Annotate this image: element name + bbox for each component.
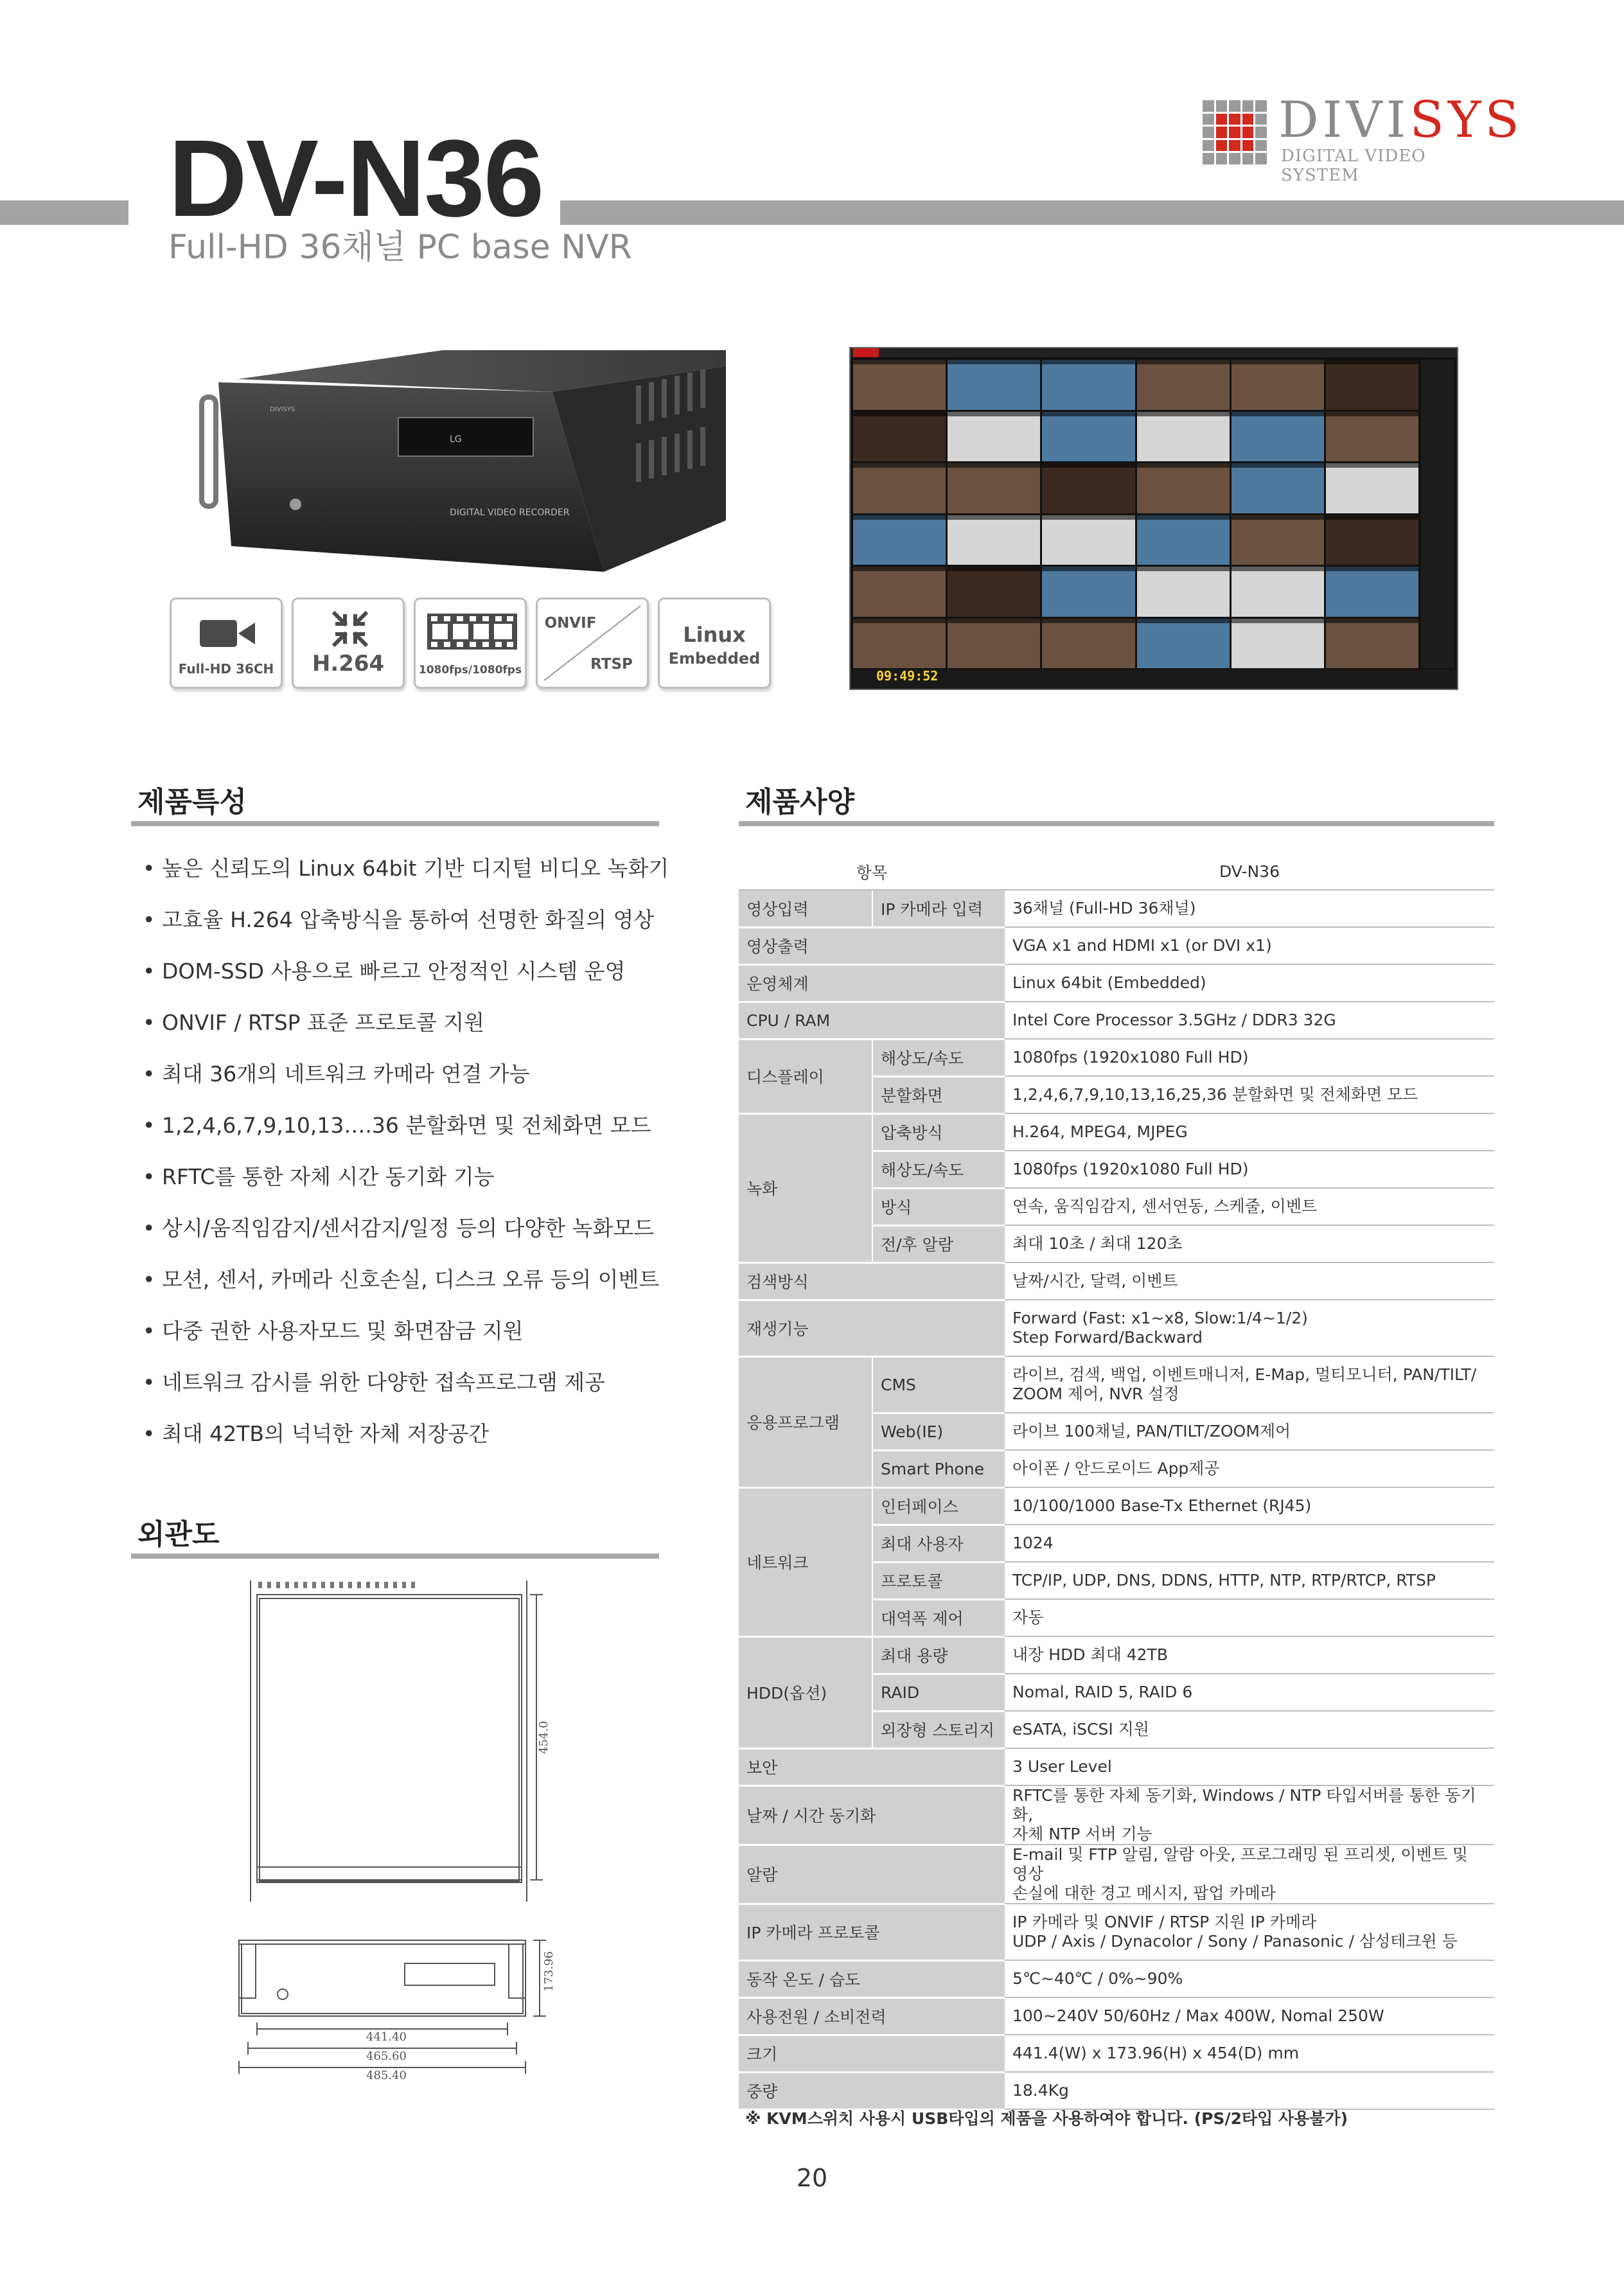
camera-tile — [1042, 619, 1134, 669]
dimension-drawing — [231, 1580, 565, 2120]
camera-tile — [1042, 567, 1134, 617]
camera-tile — [948, 619, 1040, 669]
camera-tile — [1326, 360, 1418, 410]
feature-icon-h264: H.264 — [292, 598, 405, 689]
camera-grid — [853, 360, 1418, 668]
header-rule-right — [560, 200, 1624, 225]
spec-row: RAID Nomal, RAID 5, RAID 6 — [739, 1674, 1494, 1711]
svg-text:DIVISYS: DIVISYS — [270, 406, 296, 413]
camera-tile — [1137, 463, 1230, 513]
feature-item: • 모션, 센서, 카메라 신호손실, 디스크 오류 등의 이벤트 — [143, 1266, 657, 1317]
feature-icon-linux: Linux Embedded — [658, 598, 771, 689]
camera-tile — [948, 515, 1040, 565]
appearance-title: 외관도 — [137, 1518, 220, 1551]
feature-item: • 고효율 H.264 압축방식을 통하여 선명한 화질의 영상 — [143, 906, 657, 957]
appearance-rule — [131, 1554, 659, 1559]
feature-item: • 최대 36개의 네트워크 카메라 연결 가능 — [143, 1060, 657, 1111]
spec-row: 분할화면 1,2,4,6,7,9,10,13,16,25,36 분할화면 및 전체화면 모드 — [739, 1076, 1494, 1113]
compress-arrows-icon — [332, 611, 368, 647]
camera-tile — [1137, 619, 1230, 669]
feature-icon-onvif: ONVIF RTSP — [536, 598, 649, 689]
features-list — [143, 854, 669, 1471]
film-strip-icon — [427, 614, 517, 650]
feature-item: • ONVIF / RTSP 표준 프로토콜 지원 — [143, 1009, 657, 1060]
camera-tile — [853, 463, 946, 513]
spec-footnote: ※ KVM스위치 사용시 USB타입의 제품을 사용하여야 합니다. (PS/2타입 사용불가) — [745, 2109, 1348, 2128]
spec-row: IP 카메라 프로토콜 IP 카메라 및 ONVIF / RTSP 지원 IP 카메라 UDP / Axis / Dynacolor / Sony / Panasonic / 삼성테크윈 등 — [739, 1904, 1494, 1960]
spec-row: 재생기능 Forward (Fast: x1~x8, Slow:1/4~1/2) Step Forward/Backward — [739, 1300, 1494, 1356]
feature-item: • 다중 권한 사용자모드 및 화면잠금 지원 — [143, 1317, 657, 1368]
spec-row: 전/후 알람 최대 10초 / 최대 120초 — [739, 1225, 1494, 1262]
model-title: DV-N36 — [168, 118, 543, 240]
feature-item: • 최대 42TB의 넉넉한 자체 저장공간 — [143, 1420, 657, 1471]
header-rule-left — [0, 200, 128, 225]
screen-titlebar — [851, 348, 1457, 357]
video-camera-icon — [200, 617, 256, 650]
spec-row: 동작 온도 / 습도 5℃~40℃ / 0%~90% — [739, 1960, 1494, 1997]
spec-title: 제품사양 — [745, 786, 855, 819]
spec-row: 외장형 스토리지 eSATA, iSCSI 지원 — [739, 1711, 1494, 1748]
spec-row: 녹화 압축방식 H.264, MPEG4, MJPEG — [739, 1113, 1494, 1151]
feature-item: • 높은 신뢰도의 Linux 64bit 기반 디지털 비디오 녹화기 — [143, 854, 657, 906]
camera-tile — [1042, 412, 1134, 462]
spec-row: 운영체계 Linux 64bit (Embedded) — [739, 964, 1494, 1002]
camera-tile — [1326, 412, 1418, 462]
spec-row: 영상출력 VGA x1 and HDMI x1 (or DVI x1) — [739, 927, 1494, 964]
nvr-screen-capture — [849, 347, 1458, 690]
camera-tile — [853, 412, 946, 462]
spec-row: 사용전원 / 소비전력 100~240V 50/60Hz / Max 400W, Nomal 250W — [739, 1997, 1494, 2035]
camera-tile — [1231, 567, 1324, 617]
feature-icon-fps: 1080fps/1080fps — [414, 598, 527, 689]
svg-text:DIGITAL VIDEO RECORDER: DIGITAL VIDEO RECORDER — [450, 508, 570, 518]
svg-text:454.0: 454.0 — [537, 1721, 551, 1754]
linux-icon: Linux — [683, 623, 746, 647]
onvif-rtsp-icon — [538, 599, 647, 687]
camera-tile — [948, 567, 1040, 617]
spec-row: CPU / RAM Intel Core Processor 3.5GHz / DDR3 32G — [739, 1002, 1494, 1039]
model-subtitle: Full-HD 36채널 PC base NVR — [168, 228, 632, 267]
spec-row: 최대 사용자 1024 — [739, 1525, 1494, 1562]
spec-table — [739, 854, 1494, 2111]
feature-item: • DOM-SSD 사용으로 빠르고 안정적인 시스템 운영 — [143, 957, 657, 1009]
brand-wordmark: DIVISYS — [1278, 91, 1523, 149]
spec-row: HDD(옵션) 최대 용량 내장 HDD 최대 42TB — [739, 1636, 1494, 1674]
spec-row: 검색방식 날짜/시간, 달력, 이벤트 — [739, 1262, 1494, 1300]
spec-header-item: 항목 — [739, 854, 1005, 890]
features-rule — [131, 821, 659, 826]
spec-row: 중량 18.4Kg — [739, 2072, 1494, 2109]
feature-icon-fullhd: Full-HD 36CH — [170, 598, 283, 689]
spec-row: 영상입력 IP 카메라 입력 36채널 (Full-HD 36채널) — [739, 890, 1494, 927]
camera-tile — [1042, 463, 1134, 513]
spec-header-model: DV-N36 — [1005, 854, 1494, 890]
camera-tile — [1137, 412, 1230, 462]
spec-row: 네트워크 인터페이스 10/100/1000 Base-Tx Ethernet (RJ45) — [739, 1487, 1494, 1525]
camera-tile — [1326, 619, 1418, 669]
camera-tile — [1326, 463, 1418, 513]
camera-tile — [1137, 567, 1230, 617]
svg-text:485.40: 485.40 — [366, 2069, 407, 2082]
spec-row: Web(IE) 라이브 100채널, PAN/TILT/ZOOM제어 — [739, 1413, 1494, 1450]
spec-rule — [739, 821, 1494, 826]
feature-item: • 1,2,4,6,7,9,10,13….36 분할화면 및 전체화면 모드 — [143, 1111, 657, 1163]
spec-header-row — [739, 854, 1494, 890]
camera-tile — [1231, 463, 1324, 513]
camera-tile — [1137, 360, 1230, 410]
svg-text:465.60: 465.60 — [366, 2049, 407, 2063]
brand-tagline: DIGITAL VIDEO SYSTEM — [1281, 146, 1426, 185]
camera-tile — [1042, 515, 1134, 565]
camera-tile — [948, 412, 1040, 462]
camera-tile — [853, 567, 946, 617]
svg-text:441.40: 441.40 — [366, 2030, 407, 2044]
features-title: 제품특성 — [137, 786, 247, 819]
spec-row: 날짜 / 시간 동기화 RFTC를 통한 자체 동기화, Windows / NTP 타입서버를 통한 동기화, 자체 NTP 서버 기능 — [739, 1785, 1494, 1845]
spec-row: Smart Phone 아이폰 / 안드로이드 App제공 — [739, 1450, 1494, 1487]
camera-tile — [853, 619, 946, 669]
spec-row: 프로토콜 TCP/IP, UDP, DNS, DDNS, HTTP, NTP, RTP/RTCP, RTSP — [739, 1562, 1494, 1599]
screen-statusbar — [851, 669, 1457, 689]
camera-tile — [1137, 515, 1230, 565]
camera-tile — [948, 360, 1040, 410]
feature-item: • 상시/움직임감지/센서감지/일정 등의 다양한 녹화모드 — [143, 1214, 657, 1266]
svg-text:LG: LG — [450, 434, 462, 445]
svg-text:173.96: 173.96 — [542, 1951, 556, 1992]
camera-tile — [1231, 619, 1324, 669]
spec-row: 디스플레이 해상도/속도 1080fps (1920x1080 Full HD) — [739, 1039, 1494, 1076]
logo-mosaic-icon — [1203, 100, 1267, 164]
spec-row: 대역폭 제어 자동 — [739, 1599, 1494, 1636]
page-number: 20 — [796, 2164, 828, 2192]
spec-row: 알람 E-mail 및 FTP 알림, 알람 아웃, 프로그래밍 된 프리셋, 이벤트 및 영상 손실에 대한 경고 메시지, 팝업 카메라 — [739, 1845, 1494, 1904]
spec-row: 응용프로그램 CMS 라이브, 검색, 백업, 이벤트매니저, E-Map, 멀티모니터, PAN/TILT/ ZOOM 제어, NVR 설정 — [739, 1356, 1494, 1413]
channel-sidebar — [1421, 360, 1454, 668]
spec-row: 크기 441.4(W) x 173.96(H) x 454(D) mm — [739, 2035, 1494, 2072]
camera-tile — [1231, 360, 1324, 410]
feature-item: • RFTC를 통한 자체 시간 동기화 기능 — [143, 1163, 657, 1214]
camera-tile — [1231, 412, 1324, 462]
spec-row: 해상도/속도 1080fps (1920x1080 Full HD) — [739, 1151, 1494, 1188]
camera-tile — [1326, 567, 1418, 617]
camera-tile — [853, 515, 946, 565]
spec-row: 보안 3 User Level — [739, 1748, 1494, 1785]
spec-row: 방식 연속, 움직임감지, 센서연동, 스케줄, 이벤트 — [739, 1188, 1494, 1225]
screen-clock: 09:49:52 — [876, 668, 939, 684]
camera-tile — [1042, 360, 1134, 410]
camera-tile — [948, 463, 1040, 513]
camera-tile — [853, 360, 946, 410]
feature-item: • 네트워크 감시를 위한 다양한 접속프로그램 제공 — [143, 1368, 657, 1420]
camera-tile — [1326, 515, 1418, 565]
product-photo — [193, 347, 732, 578]
camera-tile — [1231, 515, 1324, 565]
brand-logo — [1203, 91, 1523, 185]
